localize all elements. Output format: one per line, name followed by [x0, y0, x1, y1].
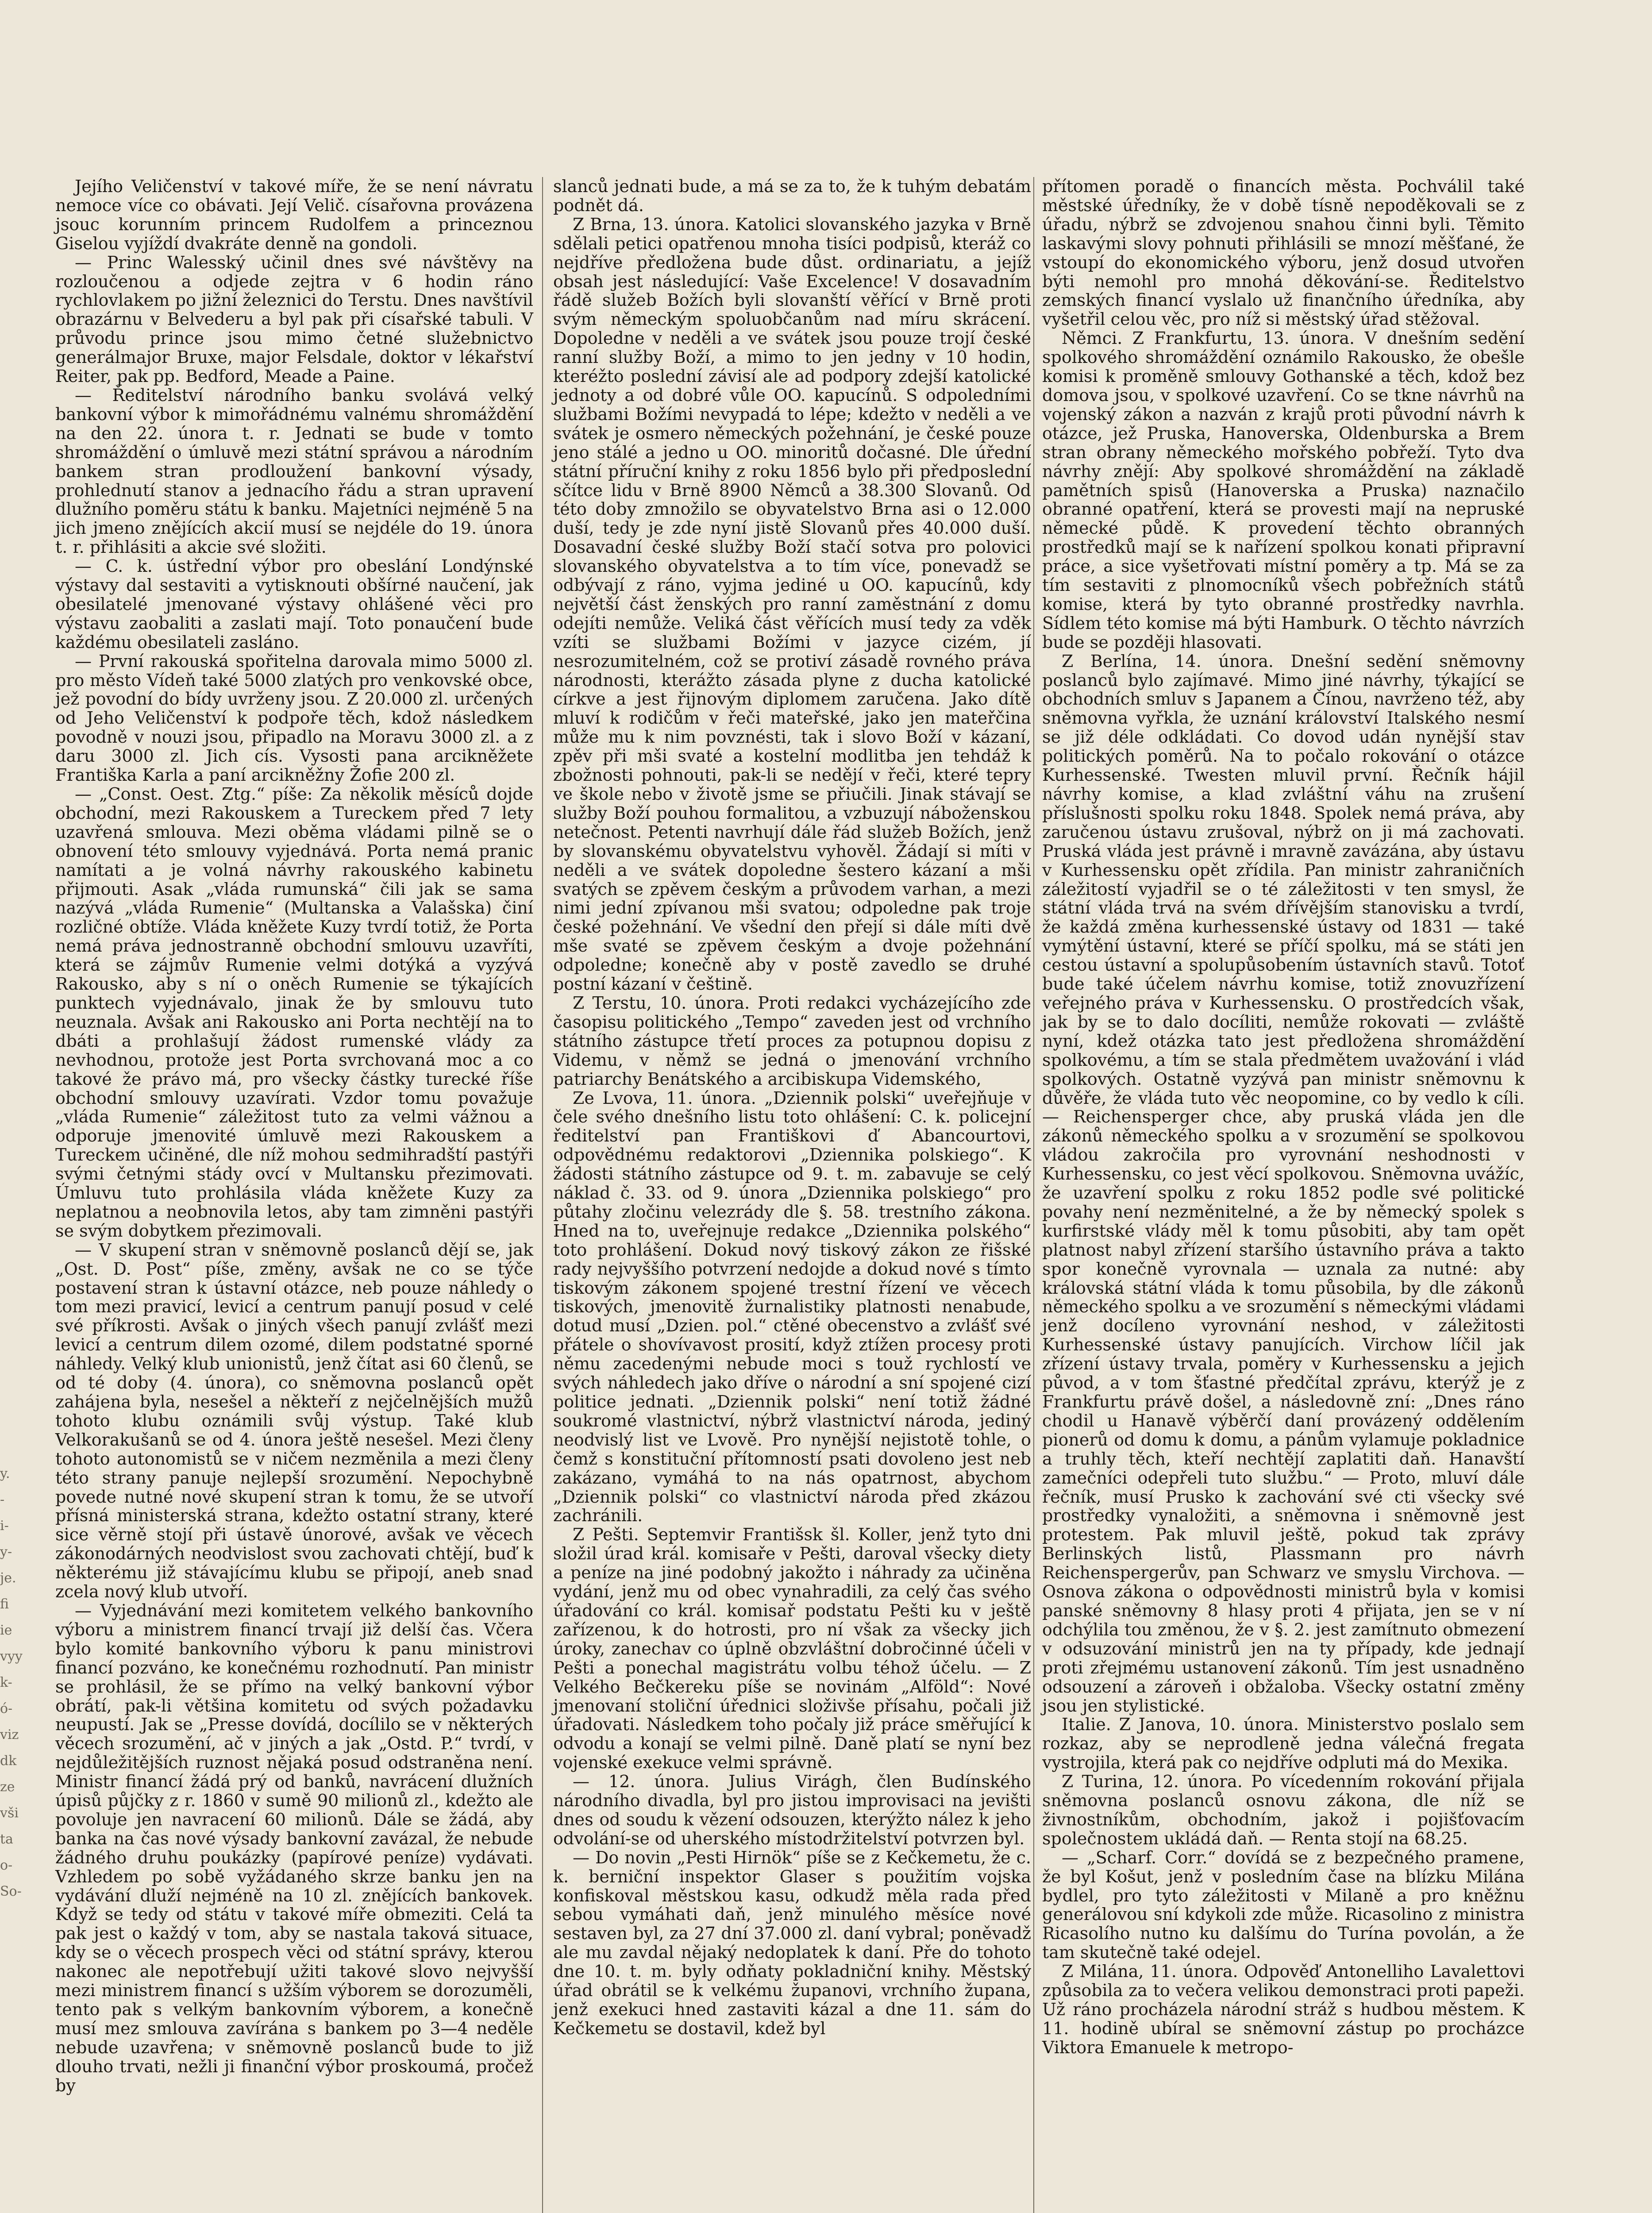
article-paragraph: Z Terstu, 10. února. Proti redakci vycházejícího zde časopisu politického „Tempo“ zaveden jest od vrchního státního zástupce třetí proces za potupnou dopisu z Videmu, v němž se jedná o jmenování vrchního patriarchy Benátského a arcibiskupa Videmského,	[553, 993, 1031, 1089]
article-paragraph: Z Brna, 13. února. Katolici slovanského jazyka v Brně sdělali petici opatřenou mnoha tisíci podpisů, kteráž co nejdříve předložena bude důst. ordinariatu, a jejíž obsah jest následující: Vaše Excelence! V dosavadním řádě služeb Božích byli slovanští věřící v Brně proti svým německým spoluobčanům nad míru skrácení. Dopoledne v neděli a ve svátek jsou pouze trojí české ranní služby Boží, a mimo to jen jedny v 10 hodin, kteréžto poslední závisí ale ad podpory zdejší katolické jednoty a od dobré vůle OO. kapucínů. S odpoledními službami Božími nevypadá to lépe; kdežto v neděli a ve svátek je osmero německých požehnání, je české pouze jeno stálé a jedno u OO. minoritů dočasné. Dle úřední státní příruční knihy z roku 1856 bylo při předposlední sčítce lidu v Brně 8900 Němců a 38.300 Slovanů. Od této doby zmnožilo se obyvatelstvo Brna asi o 12.000 duší, tedy je zde nyní jistě Slovanů přes 40.000 duší. Dosavadní české služby Boží stačí sotva pro polovici slovanského obyvatelstva a to tím více, ponevadž se odbývají z ráno, vyjma jediné u OO. kapucínů, kdy největší část ženských pro ranní zaměstnání z domu odejíti nemůže. Veliká část věřících musí tedy za vděk vzíti se službami Božími v jazyce cizém, jí nesrozumitelném, což se protiví zásadě rovného práva národnosti, kterážto zásada plyne z ducha katolické církve a jest řijnovým diplomem zaručena. Jako dítě mluví k rodičům v řeči mateřské, jako jen mateřčina může mu k nim povznésti, tak i slovo Boží v kázaní, zpěv při mši svaté a kostelní modlitba jen tehdáž k zbožnosti pohnouti, pak-li se nedějí v řeči, které tepry ve škole nebo v životě jsme se přiučili. Jinak stávají se služby Boží pouhou formalitou, a vzbuzují náboženskou netečnost. Petenti navrhují dále řád služeb Božích, jenž by slovanskému obyvatelstvu vyhověl. Žádají si míti v neděli a ve svátek dopoledne šestero kázaní a mši svatých se zpěvem českým a průvodem varhan, a mezi nimi jední zpívanou mši svatou; odpoledne pak troje české požehnání. Ve všední den přejí si dále míti dvě mše svaté se zpěvem českým a dvoje požehnání odpoledne; konečně aby v postě zavedlo se druhé postní kázaní v češtině.	[553, 214, 1031, 994]
article-paragraph: Z Milána, 11. února. Odpověď Antonelliho Lavalettovi způsobila za to večera velikou demonstraci proti papeži. Už ráno procházela národní stráž s hudbou městem. K 11. hodině ubíral se sněmovní zástup po procházce Viktora Emanuele k metropo-	[1042, 1962, 1525, 2057]
margin-fragment-line: ie	[0, 1623, 12, 1638]
text-column-2	[553, 177, 1031, 2213]
article-paragraph: — Ředitelství národního banku svolává velký bankovní výbor k mimořádnému valnému shromáždění na den 22. února t. r. Jednati se bude v tomto shromáždění o úmluvě mezi státní správou a národním bankem stran prodloužení bankovní výsady, prohlednutí stanov a jednacího řádu a stran upravení dlužního poměru státu k banku. Majetníci nejméně 5 na jich jmeno znějících akcií musí se nejdéle do 19. února t. r. přihlásiti a akcie své složiti.	[55, 385, 533, 557]
article-paragraph: — Princ Walesský učinil dnes své návštěvy na rozloučenou a odjede zejtra v 6 hodin ráno rychlovlakem po jižní železnici do Terstu. Dnes navštívil obrazárnu v Belvederu a byl pak při císařské tabuli. V průvodu prince jsou mimo četné služebnictvo generálmajor Bruxe, major Felsdale, doktor v lékařství Reiter, pak pp. Bedford, Meade a Paine.	[55, 252, 533, 386]
margin-fragment-line: ze	[0, 1779, 15, 1795]
margin-fragment-line: je.	[0, 1570, 16, 1586]
text-column-3	[1042, 177, 1525, 2213]
article-paragraph: slanců jednati bude, a má se za to, že k tuhým debatám podnět dá.	[553, 177, 1031, 215]
adjacent-page-margin-fragment	[0, 1461, 23, 2009]
article-paragraph: — „Const. Oest. Ztg.“ píše: Za několik měsíců dojde obchodní, mezi Rakouskem a Tureckem před 7 lety uzavřená smlouva. Mezi oběma vládami pilně se o obnovení této smlouvy vyjednává. Porta nemá pranic namítati a je volná návrhy rakouského kabinetu přijmouti. Asak „vláda rumunská“ čili jak se sama nazývá „vláda Rumenie“ (Multanska a Valašska) činí rozličné obtíže. Vláda kněžete Kuzy tvrdí totiž, že Porta nemá práva jednostranně obchodní smlouvu uzavříti, která se zájmův Rumenie velmi dotýká a vyzývá Rakousko, aby s ní o oněch Rumenie se týkajících punktech vyjednávalo, jinak že by smlouvu tuto neuznala. Avšak ani Rakousko ani Porta nechtějí na to dbáti a prohlašují žádost rumenské vlády za nevhodnou, protože jest Porta svrchovaná moc a co takové že právo má, pro všecky částky turecké říše obchodní smlouvy uzavírati. Vzdor tomu považuje „vláda Rumenie“ záležitost tuto za velmi vážnou a odporuje jmenovité úmluvě mezi Rakouskem a Tureckem učiněné, dle níž mohou sedmihradští pastýři svými četnými stády ovcí v Multansku přezimovati. Úmluvu tuto prohlásila vláda kněžete Kuzy za neplatnou a neobnovila letos, aby tam zimněni pastýři se svým dobytkem přezimovali.	[55, 784, 533, 1241]
margin-fragment-line: fi	[0, 1596, 9, 1612]
margin-fragment-line: o-	[0, 1858, 13, 1873]
article-paragraph: Ze Lvova, 11. února. „Dziennik polski“ uveřejňuje v čele svého dnešního listu toto ohlášení: C. k. policejní ředitelství pan Františkovi ď Abancourtovi, odpovědnému redaktorovi „Dziennika polskiego“. K žádosti státního zástupce od 9. t. m. zabavuje se celý náklad č. 33. od 9. února „Dziennika polskiego“ pro půtahy zločinu velezrády dle §. 58. trestního zákona. Hned na to, uveřejnuje redakce „Dziennika polského“ toto prohlášení. Dokud nový tiskový zákon ze řišské rady nejvyššího potvrzení nedojde a dokud nové s tímto tiskovým zákonem spojené trestní řízení ve věcech tiskových, jmenovitě žurnalistiky platnosti nenabude, dotud musí „Dzien. pol.“ ctěné obecenstvo a zvlášť své přátele o shovívavost prosití, když ztížen procesy proti němu zacedenými nebude moci s touž rychlostí ve svých náhledech jako dříve o národní a sní spojené cizí politice jednati. „Dziennik polski“ není totiž žádné soukromé vlastnictví, nýbrž vlastnictví národa, jediný neodvislý list ve Lvově. Pro nynější nejistotě tohle, o čemž s konstituční přítomností psati dovoleno jest neb zakázano, vymáhá to na nás opatrnost, abychom „Dziennik polski“ co vlastnictví národa před zkázou zachránili.	[553, 1088, 1031, 1526]
article-paragraph: Jejího Veličenství v takové míře, že se není návratu nemoce více co obávati. Její Velič. císařovna provázena jsouc korunním princem Rudolfem a princeznou Giselou vyjíždí dvakráte denně na gondoli.	[55, 177, 533, 253]
column-divider	[542, 177, 543, 2213]
margin-fragment-line: dk	[0, 1753, 17, 1769]
article-paragraph: — V skupení stran v sněmovně poslanců dějí se, jak „Ost. D. Post“ píše, změny, avšak ne co se týče postavení stran k ústavní otázce, neb pouze náhledy o tom mezi pravicí, levicí a centrum panují posud v celé své příkrosti. Avšak o jiných všech panují zvlášť mezi levicí a centrum dilem ozomé, dilem podstatné sporné náhledy. Velký klub unionistů, jenž čítat asi 60 členů, se od té doby (4. února), co sněmovna poslanců opět zahájena byla, nesešel a někteří z nejčelnějších mužů tohoto klubu oznámili svůj výstup. Také klub Velkorakušanů se od 4. února ještě nesešel. Mezi členy tohoto autonomistů se v ničem nezměnila a mezi členy této strany panuje nejlepší srozumění. Nepochybně povede nutné nové skupení stran k tomu, že se utvoří přísná ministerská strana, kdežto ostatní strany, které sice věrně stojí při ústavě únorové, avšak ve věcech zákonodárných neodvislost svou zachovati chtějí, buď k některému již stávajícímu klubu se připojí, aneb snad zcela nový klub utvoří.	[55, 1240, 533, 1602]
article-paragraph: Z Pešti. Septemvir Františsk šl. Koller, jenž tyto dni složil úrad král. komisaře v Pešti, daroval všecky diety a peníze na jiné podobný jakožto i náhrady za učiněna vydání, jenž mu od obec vynahradili, za celý čas svého úřadování co král. komisař podstatu Pešti ku v ještě zařízenou, k do hotrosti, pro ní však za všecky jich úroky, zanechav co úplně obzvláštní dobročinné účeli v Pešti a ponechal magistrátu volbu téhož účelu. — Z Velkého Bečkereku píše se novinám „Alföld“: Nové jmenovaní stoliční úřednici složivše přísahu, počali již úřadovati. Následkem toho počaly již práce směřující k odvodu a konají se velmi pilně. Daně platí se nyní bez vojenské exekuce velmi správně.	[553, 1525, 1031, 1773]
article-paragraph: — 12. února. Julius Virágh, člen Budínského národního divadla, byl pro jistou improvisaci na jevišti dnes od soudu k vězení odsouzen, kterýžto nález k jeho odvolání-se od uherského místodržitelství potvrzen byl.	[553, 1772, 1031, 1848]
article-paragraph: — První rakouská spořitelna darovala mimo 5000 zl. pro město Vídeň také 5000 zlatých pro venkovské obce, jež povodní do bídy uvrženy jsou. Z 20.000 zl. určených od Jeho Veličenství k podpoře těch, kdož následkem povodně v nouzi jsou, připadlo na Moravu 3000 zl. a z daru 3000 zl. Jich cís. Vysosti pana arcikněžete Františka Karla a paní arcikněžny Žofie 200 zl.	[55, 651, 533, 785]
article-paragraph: — „Scharf. Corr.“ dovídá se z bezpečného pramene, že byl Košut, jenž v posledním čase na blízku Milána bydlel, pro tyto záležitosti v Milaně a pro kněžnu generálovou sní kdykoli zde může. Ricasolino z ministra Ricasolího nutno ku dalšímu do Turína povolán, a že tam skutečně také odejel.	[1042, 1847, 1525, 1962]
article-paragraph: Němci. Z Frankfurtu, 13. února. V dnešním sedění spolkového shromáždění oznámilo Rakousko, že obešle komisi k proměně smlouvy Gothanské a těch, kdož bez domova jsou, v spolkové uzavření. Co se tkne návrhů na vojenský zákon a nazván z krajů proti původní návrh k otázce, jež Pruska, Hanoverska, Oldenburska a Brem stran obrany německého mořského pobřeží. Tyto dva návrhy znějí: Aby spolkové shromáždění na základě pamětních spisů (Hanoverska a Pruska) naznačilo obranné opatření, která se provesti mají na nepruské německé půdě. K provedení těchto obranných prostředků mají se k nařízení spolkou konati připravní práce, a sice vyšetřovati místní poměry a tp. Má se za tím sestaviti z plnomocníků všech pobřežních států komise, která by tyto obranné prostředky navrhla. Sídlem této komise má býti Hamburk. O těchto návrzích bude se později hlasovati.	[1042, 328, 1525, 652]
margin-fragment-line: k-	[0, 1675, 12, 1690]
article-paragraph: Z Berlína, 14. února. Dnešní sedění sněmovny poslanců bylo zajímavé. Mimo jiné návrhy, týkající se obchodních smluv s Japanem a Čínou, navrženo též, aby sněmovna vyřkla, že uznání království Italského nesmí se již déle odkládati. Co dovod udán nynější stav politických poměrů. Na to počalo rokování o otázce Kurhessenské. Twesten mluvil první. Řečník hájil návrhy komise, a klad zvláštní váhu na zrušení příslušnosti spolku roku 1848. Spolek nemá práva, aby zaručenou ústavu zrušoval, nýbrž on ji má zachovati. Pruská vláda jest právně i mravně zavázána, aby ústavu v Kurhessensku opět zřídila. Pan ministr zahraničních záležitostí vyjadřil se o té záležitosti v ten smysl, že státní vláda trvá na svém dřívějším stanovisku a tvrdí, že každá změna kurhessenské ústavy od 1831 — také vymýtění ústavní, které se příčí spolku, má se státi jen cestou ústavní a spolupůsobením ústavních stavů. Totoť bude také účelem návrhu komise, totiž znovuzřízení veřejného práva v Kurhessensku. O prostředcích však, jak by se to dalo docíliti, nemůže rokovati — zvláště nyní, kdež otázka tato jest předložena shromáždění spolkovému, a tím se stala předmětem uvažování i vlád spolkových. Ostatně vyzývá pan ministr sněmovnu k důvěře, že vláda tuto věc neopomine, co by vedlo k cíli. — Reichensperger chce, aby pruská vláda jen dle zákonů německého spolku a v srozumění se spolkovou vládou zakročila pro vyrovnání neshodnosti v Kurhessensku, co jest věcí spolkovou. Sněmovna uvážíc, že uzavření spolku z roku 1852 podle své politické povahy není nezměnitelné, a že by německý spolek s kurfirstské vlády měl k tomu působiti, aby tam opět platnost nabyl zřízení staršího ústavního práva a takto spor konečně vyrovnala — uznala za nutné: aby královská státní vláda k tomu působila, by dle zákonů německého spolku a ve srozumění s německými vládami jenž docíleno vyrovnání neshod, v záležitosti Kurhessenské ústavy panujících. Virchow líčil jak zřízení ústavy trvala, poměry v Kurhessensku a jejich původ, a v tom šťastné předčítal zprávu, kterýž je z Frankfurtu právě došel, a následovně zní: „Dnes ráno chodil u Hanavě výběrčí daní provázený oddělením pionerů od domu k domu, a pánům vylamuje pokladnice a truhly těch, kteří nechtějí zaplatiti daň. Hanavští zamečníci odepřeli tuto službu.“ — Proto, mluví dále řečník, musí Prusko k zachování své cti všecky své prostředky vynaložiti, a sněmovna i sněmovně jest protestem. Pak mluvil ještě, pokud tak zprávy Berlinských listů, Plassmann pro návrh Reichenspergerův, pan Schwarz ve smyslu Virchova. — Osnova zákona o odpovědnosti ministrů byla v komisi panské sněmovny 8 hlasy proti 4 přijata, jen se v ní odchýlila tou změnou, že v §. 2. jest zamítnuto obmezení v odsuzování ministrů jen na ty případy, kde jednají proti zřejmému ustanovení zákonů. Tím jest usnadněno odsouzení a zároveň i obžaloba. Všecky ostatní změny jsou jen stylistické.	[1042, 651, 1525, 1716]
margin-fragment-line: y.	[0, 1466, 10, 1481]
text-column-1	[55, 177, 533, 2213]
margin-fragment-line: viz	[0, 1727, 19, 1743]
margin-fragment-line: -	[0, 1492, 5, 1507]
margin-fragment-line: ta	[0, 1831, 13, 1847]
margin-fragment-line: ó-	[0, 1701, 13, 1716]
margin-fragment-line: y-	[0, 1544, 12, 1560]
article-paragraph: — Do novin „Pesti Hirnök“ píše se z Kečkemetu, že c. k. berniční inspektor Glaser s použitím vojska konfiskoval městskou kasu, odkudž měla rada před sebou vymáhati daň, jenž minulého měsíce nové sestaven byl, za 27 dní 37.000 zl. daní vybral; poněvadž ale mu zavdal nějaký nedoplatek k daní. Pře do tohoto dne 10. t. m. byly odňaty pokladniční knihy. Městský úřad obrátil se k velkému županovi, vrchního župana, jenž exekuci hned zastaviti kázal a dne 11. sám do Kečkemetu se dostavil, kdež byl	[553, 1847, 1031, 2038]
article-paragraph: Z Turina, 12. února. Po vícedenním rokování přijala sněmovna poslanců osnovu zákona, dle níž se živnostníkům, obchodním, jakož i pojišťovacím společnostem ukládá daň. — Renta stojí na 68.25.	[1042, 1772, 1525, 1848]
article-paragraph: Italie. Z Janova, 10. února. Ministerstvo poslalo sem rozkaz, aby se neprodleně jedna válečná fregata vystrojila, která pak co nejdříve odpluti má do Mexika.	[1042, 1715, 1525, 1773]
column-divider	[1033, 177, 1034, 2213]
margin-fragment-line: vyy	[0, 1649, 23, 1664]
margin-fragment-line: vši	[0, 1805, 19, 1821]
article-paragraph: — C. k. ústřední výbor pro obeslání Londýnské výstavy dal sestaviti a vytisknouti obšírné naučení, jak obesilatelé jmenované výstavy ohlášené věci pro výstavu zaobaliti a zaslati mají. Toto ponaučení bude každému obesilateli zasláno.	[55, 556, 533, 652]
margin-fragment-line: So-	[0, 1884, 22, 1899]
article-paragraph: — Vyjednávání mezi komitetem velkého bankovního výboru a ministrem financí trvají již delší čas. Včera bylo komité bankovního výboru k panu ministrovi financí pozváno, ke konečnému rozhodnutí. Pan ministr se prohlásil, že se přímo na velký bankovní výbor obrátí, pak-li většina komitetu od svých požadavku neupustí. Jak se „Presse dovídá, docílilo se v některých věcech srozumění, ač v jiných a jak „Ostd. P.“ tvrdí, v nejdůležitějších ruznost nějaká posud odstraněna není. Ministr financí žádá prý od banků, navrácení dlužních úpisů půjčky z r. 1860 v sumě 90 milionů zl., kdežto ale povoluje jen navracení 60 milionů. Dále se žádá, aby banka na čas nové výsady bankovní zavázal, že nebude žádného druhu poukázky (papírové peníze) vydávati. Vzhledem po sobě vyžádaného skrze banku jen na vydávání dluží nejméně na 10 zl. znějících bankovek. Když se tedy od státu v takové míře obmeziti. Celá ta pak jest o každý v tom, aby se nastala taková situace, kdy se o věcech prospech věci od státní správy, kterou nakonec ale nepotřebují užiti takové slovo nejvyšší mezi ministrem financí s užším výborem se dorozuměli, tento pak s velkým bankovním výborem, a konečně musí mez smlouva zavírána s bankem po 3—4 neděle nebude uzavřena; v sněmovně poslanců bude to již dlouho trvati, nežli ji finanční výbor proskoumá, pročež by	[55, 1600, 533, 2095]
margin-fragment-line: i-	[0, 1518, 9, 1534]
article-paragraph: přítomen poradě o financích města. Pochválil také městské úředníky, že v době tísně nepoděkovali se z úřadu, nýbrž se zdvojenou snahou činni byli. Těmito laskavými slovy pohnuti přihlásili se mnozí měšťané, že vstoupí do ekonomického výboru, jenž dosud utvořen býti nemohl pro mnohá děkování-se. Ředitelstvo zemských financí vyslalo už finančního úředníka, aby vyšetřil celou věc, pro níž si městský úřad stěžoval.	[1042, 177, 1525, 329]
